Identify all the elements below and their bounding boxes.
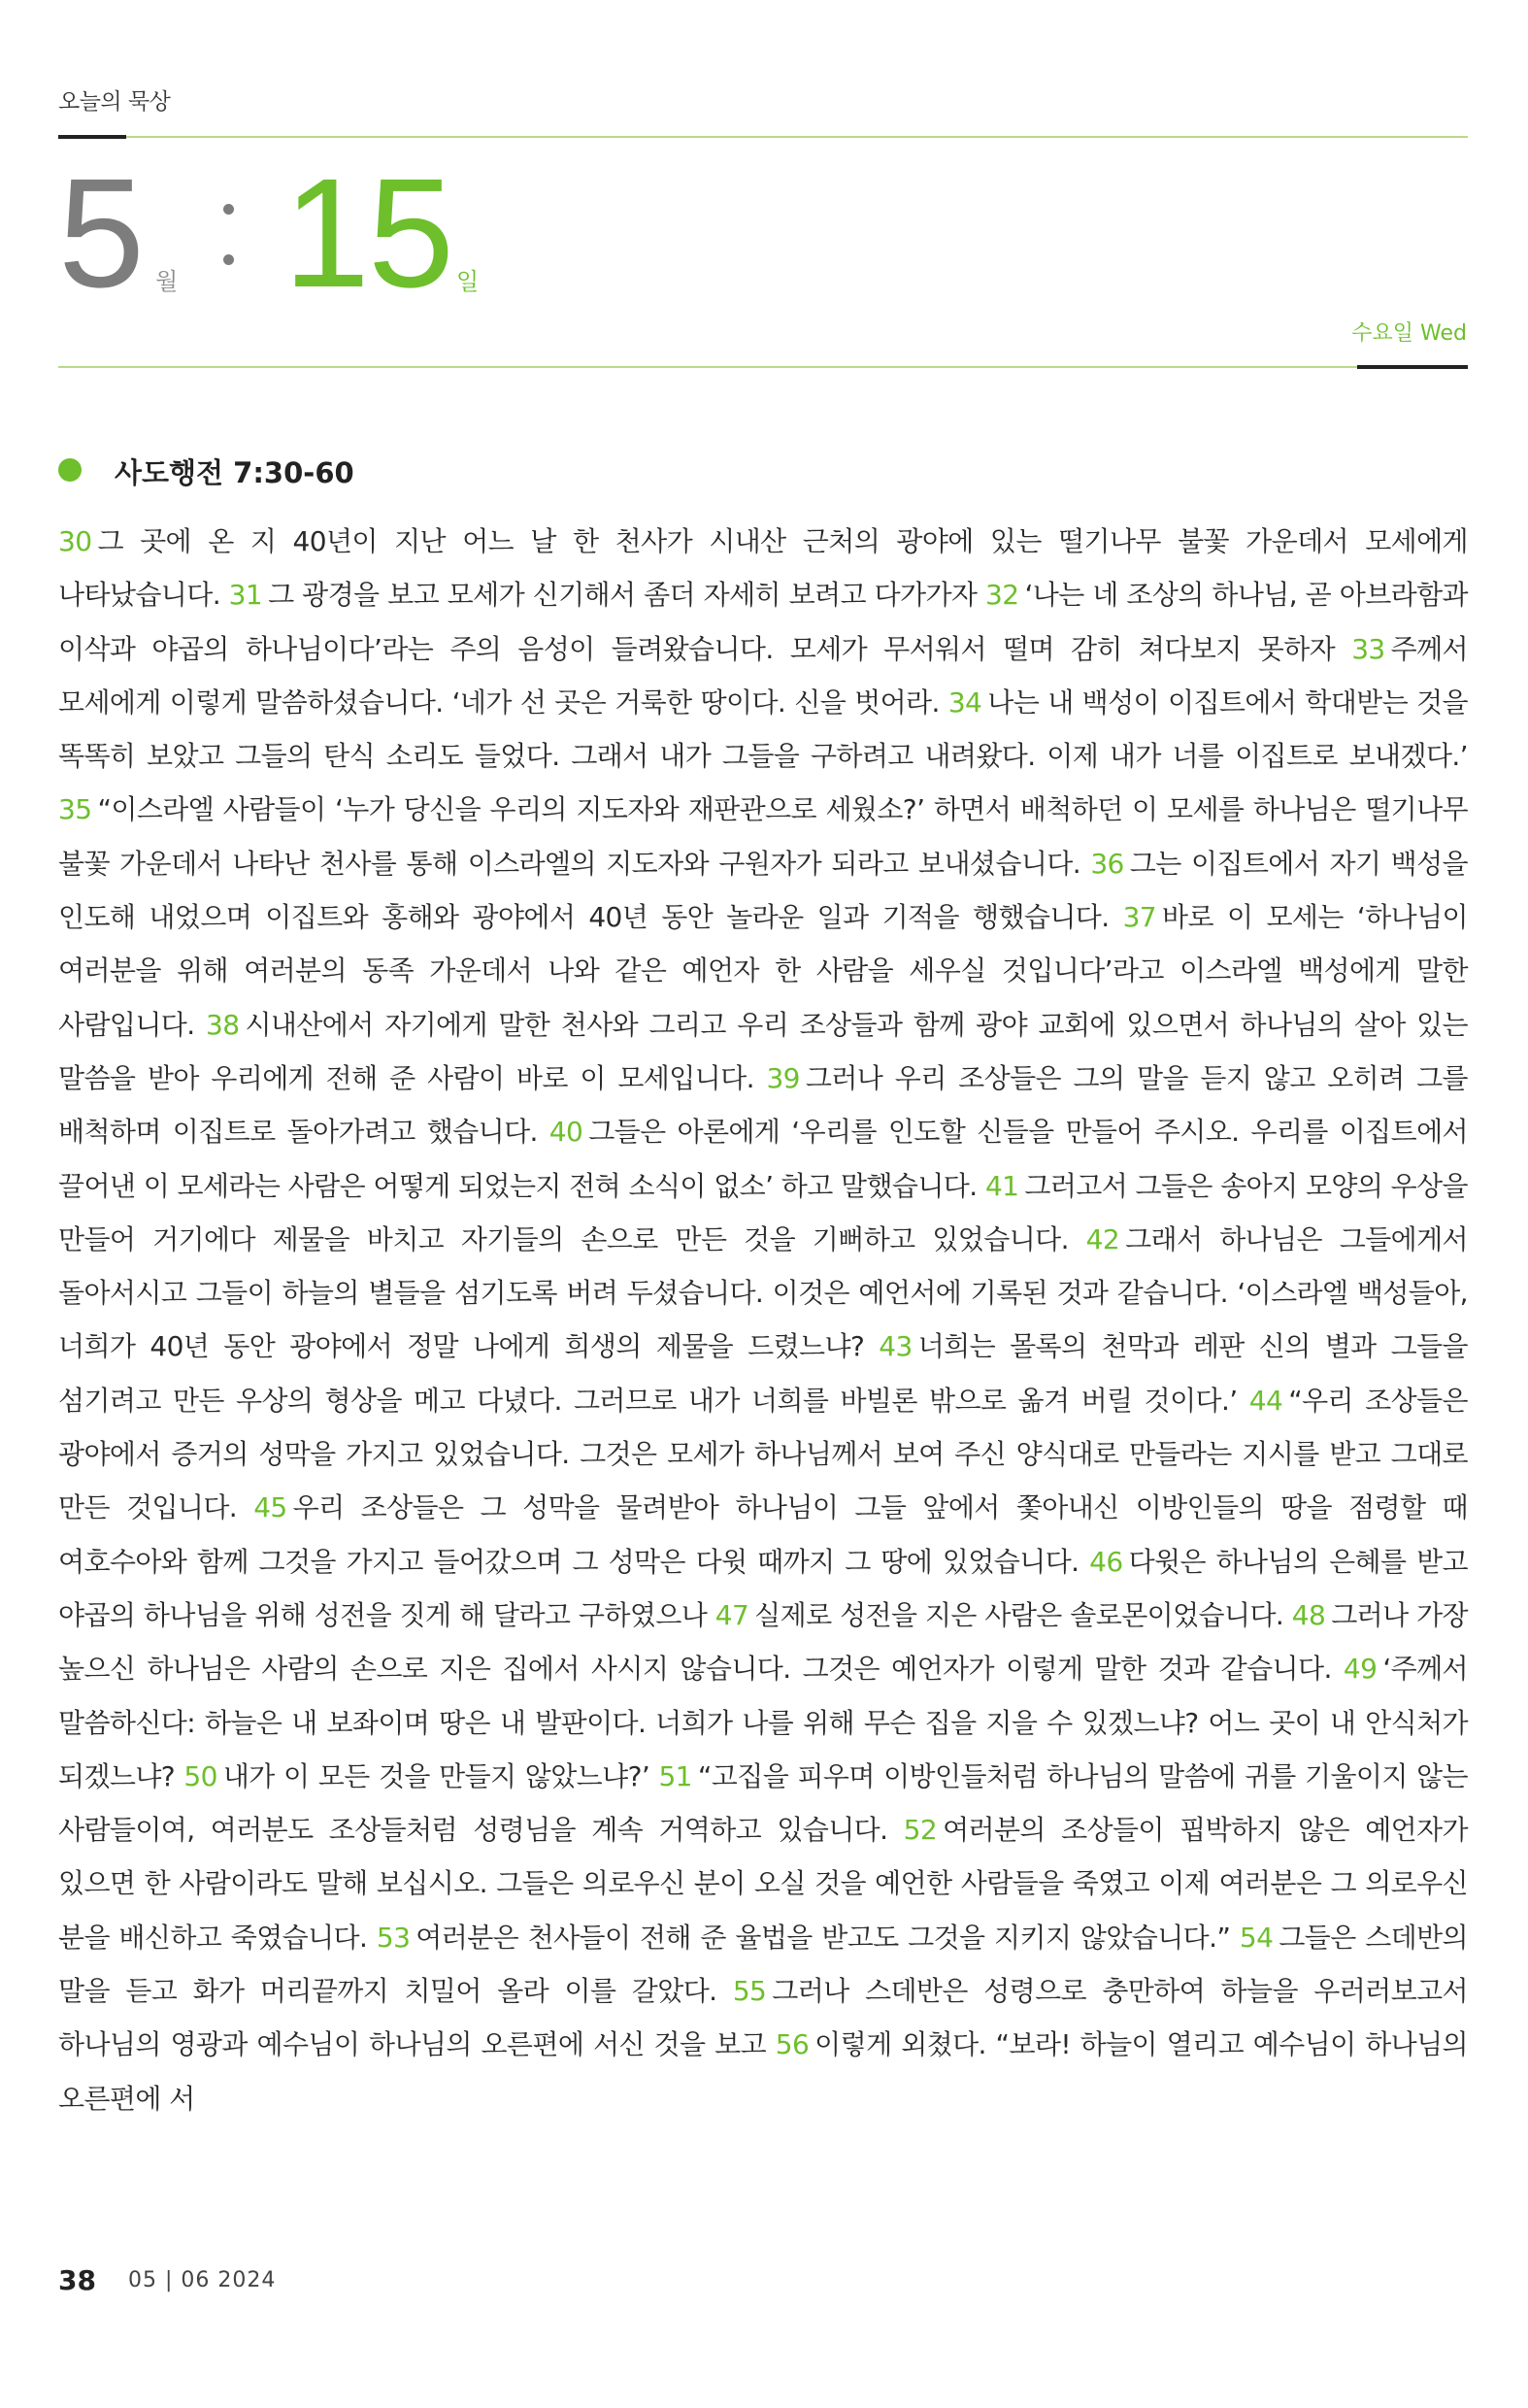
verse-text: 그들은 스데반의 말을 듣고 화가 머리끝까지 치밀어 올라 이를 갈았다. — [58, 1921, 1468, 2008]
issue-date: 05 | 06 2024 — [128, 2268, 277, 2292]
verse-number: 42 — [1085, 1222, 1120, 1255]
verse-number: 44 — [1248, 1384, 1283, 1417]
verse-text: 그러나 우리 조상들은 그의 말을 듣지 않고 오히려 그를 배척하며 이집트로 돌아가려고 했습니다. — [58, 1061, 1469, 1149]
verse-number: 45 — [253, 1491, 287, 1524]
bullet-icon — [58, 458, 82, 482]
verse-text: 그는 이집트에서 자기 백성을 인도해 내었으며 이집트와 홍해와 광야에서 40년 동안 놀라운 일과 기적을 행했습니다. — [58, 847, 1469, 934]
month-number: 5 — [58, 146, 141, 319]
verse-text: 주께서 모세에게 이렇게 말씀하셨습니다. ‘네가 선 곳은 거룩한 땅이다. 신을 벗어라. — [58, 632, 1468, 719]
verse-number: 31 — [228, 579, 263, 612]
middle-divider-accent — [1357, 365, 1468, 369]
verse-text: 여러분의 조상들이 핍박하지 않은 예언자가 있으면 한 사람이라도 말해 보십시오. 그들은 의로우신 분이 오실 것을 예언한 사람들을 죽였고 이제 여러분은 그 의로우신 분을 배신하고 죽였습니다. — [58, 1814, 1468, 1954]
verse-text: 나는 내 백성이 이집트에서 학대받는 것을 똑똑히 보았고 그들의 탄식 소리도 들었다. 그래서 내가 그들을 구하려고 내려왔다. 이제 내가 너를 이집트로 보내겠다.’ — [58, 686, 1468, 773]
verse-text: 그 광경을 보고 모세가 신기해서 좀더 자세히 보려고 다가가자 — [268, 579, 978, 612]
day-unit: 일 — [456, 268, 480, 295]
verse-number: 38 — [206, 1008, 240, 1041]
verse-number: 46 — [1089, 1545, 1123, 1578]
verse-text: 이렇게 외쳤다. “보라! 하늘이 열리고 예수님이 하나님의 오른편에 서 — [58, 2028, 1468, 2115]
verse-number: 54 — [1239, 1921, 1274, 1954]
verse-number: 30 — [58, 525, 92, 557]
verse-number: 53 — [376, 1921, 411, 1954]
verse-text: 그 곳에 온 지 40년이 지난 어느 날 한 천사가 시내산 근처의 광야에 있는 떨기나무 불꽃 가운데서 모세에게 나타났습니다. — [58, 525, 1468, 612]
day-number: 15 — [283, 146, 452, 319]
date-separator — [223, 204, 235, 274]
verse-text: ‘나는 네 조상의 하나님, 곧 아브라함과 이삭과 야곱의 하나님이다’라는 주의 음성이 들려왔습니다. 모세가 무서워서 떨며 감히 쳐다보지 못하자 — [58, 579, 1468, 665]
verse-text: 바로 이 모세는 ‘하나님이 여러분을 위해 여러분의 동족 가운데서 나와 같은 예언자 한 사람을 세우실 것입니다’라고 이스라엘 백성에게 말한 사람입니다. — [58, 901, 1468, 1041]
verse-text: 다윗은 하나님의 은혜를 받고 야곱의 하나님을 위해 성전을 짓게 해 달라고 구하였으나 — [58, 1545, 1468, 1631]
verse-number: 56 — [775, 2028, 810, 2061]
verse-number: 34 — [947, 686, 982, 719]
verse-text: 그래서 하나님은 그들에게서 돌아서시고 그들이 하늘의 별들을 섬기도록 버려 두셨습니다. 이것은 예언서에 기록된 것과 같습니다. ‘이스라엘 백성들아, 너희가 40년 동안 광야에서 정말 나에게 희생의 제물을 드렸느냐? — [58, 1222, 1468, 1363]
verse-number: 37 — [1122, 901, 1157, 934]
scripture-reference: 사도행전 7:30-60 — [115, 456, 354, 489]
top-divider — [58, 136, 1468, 138]
verse-number: 32 — [985, 579, 1019, 612]
verse-number: 51 — [658, 1759, 692, 1792]
verse-number: 40 — [548, 1116, 583, 1149]
verse-text: ‘주께서 말씀하신다: 하늘은 내 보좌이며 땅은 내 발판이다. 너희가 나를 위해 무슨 집을 지을 수 있겠느냐? 어느 곳이 내 안식처가 되겠느냐? — [58, 1653, 1468, 1792]
middle-divider — [58, 366, 1468, 368]
verse-number: 36 — [1090, 847, 1124, 880]
verse-number: 52 — [903, 1814, 938, 1847]
month-unit: 월 — [155, 268, 179, 295]
verse-number: 47 — [714, 1598, 749, 1631]
verse-number: 50 — [183, 1759, 217, 1792]
verse-text: “우리 조상들은 광야에서 증거의 성막을 가지고 있었습니다. 그것은 모세가 하나님께서 보여 주신 양식대로 만들라는 지시를 받고 그대로 만든 것입니다. — [58, 1384, 1468, 1524]
verse-text: 여러분은 천사들이 전해 준 율법을 받고도 그것을 지키지 않았습니다.” — [415, 1921, 1231, 1954]
verse-text: 시내산에서 자기에게 말한 천사와 그리고 우리 조상들과 함께 광야 교회에 있으면서 하나님의 살아 있는 말씀을 받아 우리에게 전해 준 사람이 바로 이 모세입니다. — [58, 1008, 1468, 1094]
verse-text: 내가 이 모든 것을 만들지 않았느냐?’ — [222, 1759, 650, 1792]
verse-text: 그러나 스데반은 성령으로 충만하여 하늘을 우러러보고서 하나님의 영광과 예수님이 하나님의 오른편에 서신 것을 보고 — [58, 1975, 1468, 2061]
scripture-text — [58, 515, 1468, 2125]
verse-number: 39 — [766, 1061, 800, 1094]
verse-number: 35 — [58, 793, 92, 826]
verse-text: “고집을 피우며 이방인들처럼 하나님의 말씀에 귀를 기울이지 않는 사람들이여, 여러분도 조상들처럼 성령님을 계속 거역하고 있습니다. — [58, 1759, 1469, 1847]
verse-text: 그러나 가장 높으신 하나님은 사람의 손으로 지은 집에서 사시지 않습니다. 그것은 예언자가 이렇게 말한 것과 같습니다. — [58, 1598, 1468, 1686]
verse-number: 49 — [1343, 1653, 1378, 1686]
verse-text: 그들은 아론에게 ‘우리를 인도할 신들을 만들어 주시오. 우리를 이집트에서 끌어낸 이 모세라는 사람은 어떻게 되었는지 전혀 소식이 없소’ 하고 말했습니다. — [58, 1116, 1468, 1202]
verse-number: 41 — [984, 1169, 1019, 1202]
verse-number: 33 — [1351, 632, 1385, 665]
verse-number: 43 — [879, 1330, 913, 1363]
verse-text: 그러고서 그들은 송아지 모양의 우상을 만들어 거기에다 제물을 바치고 자기들의 손으로 만든 것을 기뻐하고 있었습니다. — [58, 1169, 1468, 1255]
verse-text: “이스라엘 사람들이 ‘누가 당신을 우리의 지도자와 재판관으로 세웠소?’ 하면서 배척하던 이 모세를 하나님은 떨기나무 불꽃 가운데서 나타난 천사를 통해 이스라엘의 지도자와 구원자가 되라고 보내셨습니다. — [58, 793, 1468, 880]
section-title: 오늘의 묵상 — [58, 89, 171, 115]
weekday-label: 수요일 Wed — [1351, 321, 1467, 346]
page-number: 38 — [58, 2264, 96, 2296]
verse-number: 55 — [732, 1975, 767, 2008]
top-divider-accent — [58, 135, 126, 139]
verse-text: 너희는 몰록의 천막과 레판 신의 별과 그들을 섬기려고 만든 우상의 형상을 메고 다녔다. 그러므로 내가 너희를 바빌론 밖으로 옮겨 버릴 것이다.’ — [58, 1330, 1469, 1417]
verse-number: 48 — [1291, 1598, 1326, 1631]
verse-text: 우리 조상들은 그 성막을 물려받아 하나님이 그들 앞에서 쫓아내신 이방인들의 땅을 점령할 때 여호수아와 함께 그것을 가지고 들어갔으며 그 성막은 다윗 때까지 그 땅에 있었습니다. — [58, 1491, 1468, 1578]
verse-text: 실제로 성전을 지은 사람은 솔로몬이었습니다. — [754, 1598, 1284, 1631]
